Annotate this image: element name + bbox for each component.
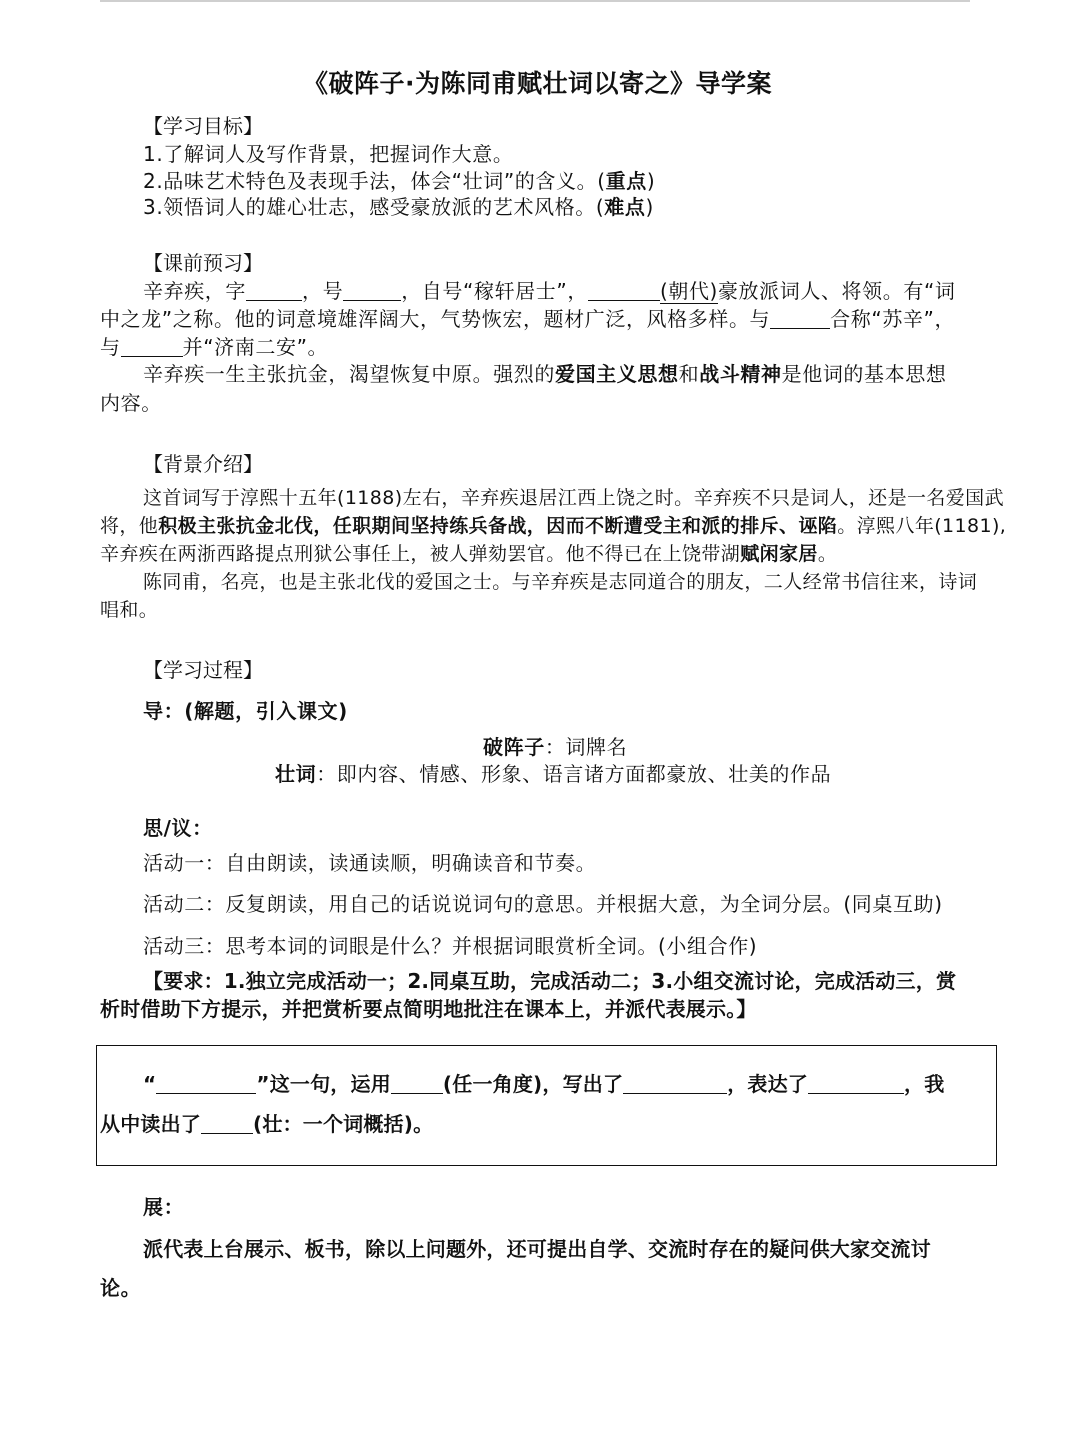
goal-item-2	[143, 165, 655, 194]
key-phrase: 赋闲家居	[740, 543, 818, 565]
background-text: 辛弃疾在两浙西路提点刑狱公事任上，被人弹劾罢官。他不得已在上饶带湖	[100, 543, 741, 565]
preview-text: 与	[100, 335, 121, 359]
preview-text: 并“济南二安”。	[182, 335, 329, 359]
zhan-line-2: 论。	[100, 1276, 142, 1300]
activity-2: 活动二：反复朗读，用自己的话说说词句的意思。并根据大意，为全词分层。(同桌互助)	[143, 892, 943, 916]
preview-line-2	[100, 303, 955, 332]
dao-heading: 导：(解题，引入课文)	[143, 699, 348, 723]
siyi-heading: 思/议：	[143, 816, 213, 840]
preview-text: ，自号“稼轩居士”，	[401, 279, 588, 303]
term: 破阵子	[483, 735, 545, 759]
blank-hao[interactable]	[343, 280, 401, 301]
goal-item-3-key: 难点	[604, 195, 646, 219]
preview-text: 辛弃疾一生主张抗金，渴望恢复中原。强烈的	[143, 362, 555, 386]
dynasty-label: (朝代)	[659, 279, 718, 303]
preview-text: 豪放派词人、将领。有“词	[717, 279, 956, 303]
requirements-line-2: 析时借助下方提示，并把赏析要点简明地批注在课本上，并派代表展示。】	[100, 997, 757, 1021]
blank-su[interactable]	[770, 308, 830, 329]
preview-paragraph-2-end: 内容。	[100, 391, 162, 415]
blank-zhuang[interactable]	[201, 1113, 253, 1134]
goal-item-2-key: 重点	[605, 169, 647, 193]
template-line-2	[100, 1108, 433, 1137]
zhan-heading: 展：	[143, 1195, 185, 1219]
template-text: (壮：一个词概括)。	[253, 1112, 434, 1136]
goal-item-2-text: 2.品味艺术特色及表现手法，体会“壮词”的含义。(	[143, 169, 606, 193]
background-line-2	[100, 511, 1006, 538]
template-text: ”这一句，运用	[256, 1072, 391, 1096]
background-line-4: 陈同甫，名亮，也是主张北伐的爱国之士。与辛弃疾是志同道合的朋友，二人经常书信往来，诗词	[143, 571, 978, 593]
activity-1: 活动一：自由朗读，读通读顺，明确读音和节奏。	[143, 851, 597, 875]
background-line-5: 唱和。	[100, 599, 159, 621]
background-heading: 【背景介绍】	[143, 452, 263, 476]
blank-sentence[interactable]	[156, 1073, 256, 1094]
process-heading: 【学习过程】	[143, 658, 263, 682]
requirements-line-1: 【要求：1.独立完成活动一；2.同桌互助，完成活动二；3.小组交流讨论，完成活动三，赏	[143, 969, 957, 993]
background-text: 。	[817, 543, 838, 565]
background-line-1: 这首词写于淳熙十五年(1188)左右，辛弃疾退居江西上饶之时。辛弃疾不只是词人，还是一名爱国武	[143, 487, 1004, 509]
preview-line-1	[143, 275, 956, 304]
term: 壮词	[275, 762, 317, 786]
template-text: ，表达了	[727, 1072, 808, 1096]
blank-technique[interactable]	[391, 1073, 443, 1094]
preview-paragraph-2	[143, 358, 946, 387]
activity-3: 活动三：思考本词的词眼是什么？并根据词眼赏析全词。(小组合作)	[143, 934, 758, 958]
template-text: ，我	[904, 1072, 945, 1096]
template-text: 从中读出了	[100, 1112, 201, 1136]
template-text: (任一角度)，写出了	[442, 1072, 624, 1096]
goal-item-2-close: )	[646, 169, 656, 193]
blank-emotion[interactable]	[808, 1073, 904, 1094]
preview-text: ，号	[302, 279, 344, 303]
preview-text: 和	[678, 362, 700, 386]
preview-line-3	[100, 331, 328, 360]
goal-item-3	[143, 191, 654, 220]
top-rule	[100, 0, 970, 2]
page-title: 《破阵子·为陈同甫赋壮词以寄之》导学案	[303, 69, 772, 98]
goals-heading: 【学习目标】	[143, 114, 263, 138]
blank-dynasty[interactable]	[588, 280, 660, 301]
background-text: 。淳熙八年(1181),	[837, 515, 1007, 537]
template-line-1	[143, 1068, 944, 1097]
preview-heading: 【课前预习】	[143, 251, 263, 275]
template-text: “	[143, 1072, 157, 1096]
zhuangci-definition	[275, 758, 831, 787]
key-phrase: 积极主张抗金北伐，任职期间坚持练兵备战，因而不断遭受主和派的排斥、诬陷	[158, 515, 838, 537]
answer-template-box	[96, 1045, 997, 1166]
key-phrase: 爱国主义思想	[555, 362, 679, 386]
definition: ：词牌名	[544, 735, 628, 759]
definition: ：即内容、情感、形象、语言诸方面都豪放、壮美的作品	[316, 762, 832, 786]
zhan-line-1: 派代表上台展示、板书，除以上问题外，还可提出自学、交流时存在的疑问供大家交流讨	[143, 1237, 931, 1261]
preview-text: 辛弃疾，字	[143, 279, 246, 303]
goal-item-3-text: 3.领悟词人的雄心壮志，感受豪放派的艺术风格。(	[143, 195, 605, 219]
background-line-3	[100, 539, 837, 566]
goal-item-3-close: )	[645, 195, 654, 219]
blank-zi[interactable]	[246, 280, 302, 301]
preview-text: 是他词的基本思想	[781, 362, 947, 386]
preview-text: 合称“苏辛”，	[830, 307, 956, 331]
goal-item-1: 1.了解词人及写作背景，把握词作大意。	[143, 142, 514, 166]
preview-text: 中之龙”之称。他的词意境雄浑阔大，气势恢宏，题材广泛，风格多样。与	[100, 307, 771, 331]
background-text: 将，他	[100, 515, 159, 537]
blank-li[interactable]	[121, 336, 183, 357]
pozhenzi-definition	[483, 731, 627, 760]
key-phrase: 战斗精神	[699, 362, 782, 386]
blank-content[interactable]	[623, 1073, 727, 1094]
